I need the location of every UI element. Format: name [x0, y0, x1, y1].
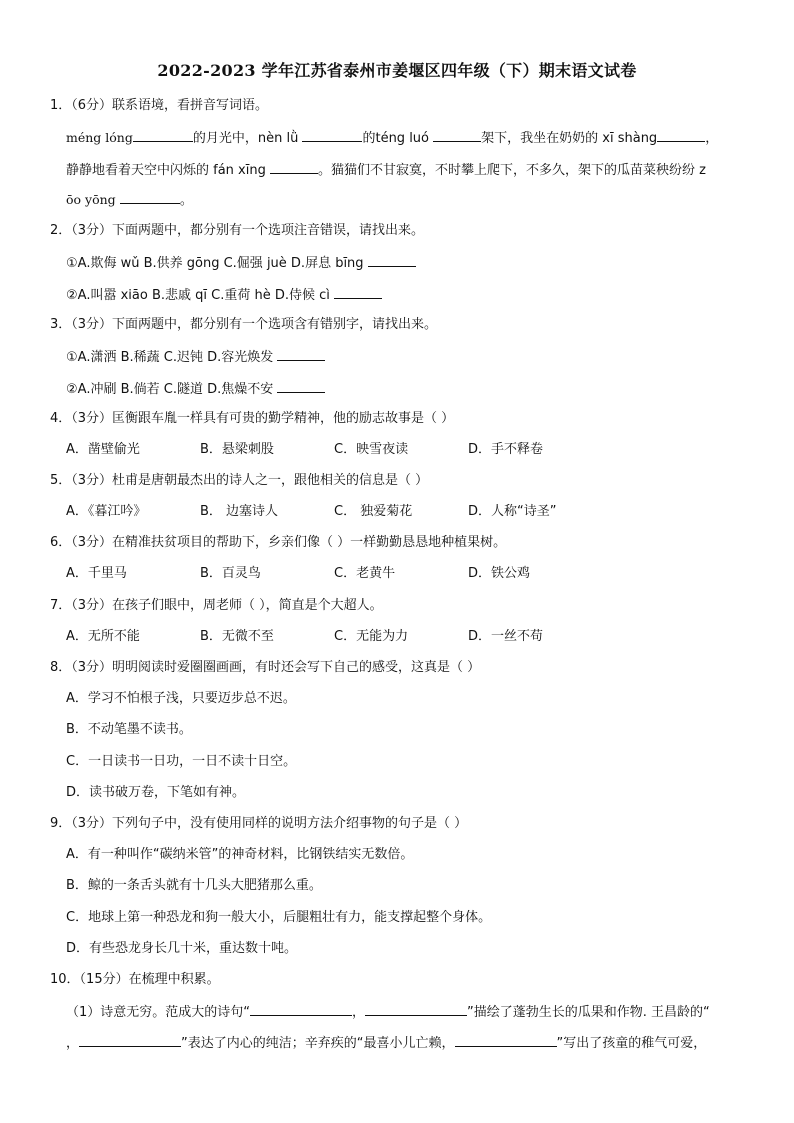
- q4-options: [66, 441, 602, 459]
- q1-line3: ōo yōng 。: [66, 192, 193, 208]
- option-b[interactable]: B．悬梁刺股: [200, 442, 274, 457]
- answer-blank[interactable]: [277, 347, 325, 361]
- answer-blank[interactable]: [277, 379, 325, 393]
- q10-line2: ， ”表达了内心的纯洁；辛弃疾的“最喜小儿亡赖， ”写出了孩童的稚气可爱，: [66, 1033, 706, 1053]
- q2-row2: ②A.叫嚣 xiāo B.悲戚 qī C.重荷 hè D.侍候 cì: [66, 285, 382, 305]
- option-d[interactable]: D．铁公鸡: [468, 566, 531, 581]
- option-c[interactable]: C． 独爱菊花: [334, 504, 413, 519]
- q8-head: 8．（3分）明明阅读时爱圈圈画画，有时还会写下自己的感受，这真是（ ）: [50, 660, 481, 675]
- q5-head: 5．（3分）杜甫是唐朝最杰出的诗人之一，跟他相关的信息是（ ）: [50, 473, 429, 488]
- option-a[interactable]: A．无所不能: [66, 629, 140, 644]
- answer-blank[interactable]: [433, 128, 481, 142]
- option-a[interactable]: A．千里马: [66, 566, 127, 581]
- option-c[interactable]: C．地球上第一种恐龙和狗一般大小，后腿粗壮有力，能支撑起整个身体。: [66, 910, 492, 925]
- option-a[interactable]: A．凿壁偷光: [66, 442, 140, 457]
- option-b[interactable]: B．鲸的一条舌头就有十几头大肥猪那么重。: [66, 878, 322, 893]
- q1-head: 1．（6分）联系语境，看拼音写词语。: [50, 98, 269, 113]
- option-a[interactable]: A．有一种叫作“碳纳米管”的神奇材料，比钢铁结实无数倍。: [66, 847, 414, 862]
- q3-row2: ②A.冲刷 B.倘若 C.隧道 D.焦燥不安: [66, 379, 325, 399]
- answer-blank[interactable]: [270, 160, 318, 174]
- q2-head: 2．（3分）下面两题中，都分别有一个选项注音错误，请找出来。: [50, 223, 425, 238]
- option-d[interactable]: D．手不释卷: [468, 442, 544, 457]
- answer-blank[interactable]: [133, 128, 193, 142]
- option-a[interactable]: A．《暮江吟》: [66, 504, 147, 519]
- option-c[interactable]: C．无能为力: [334, 629, 409, 644]
- answer-blank[interactable]: [302, 128, 362, 142]
- option-d[interactable]: D．人称“诗圣”: [468, 504, 557, 519]
- option-b[interactable]: B． 边塞诗人: [200, 504, 279, 519]
- q3-row1: ①A.潇洒 B.稀蔬 C.迟钝 D.容光焕发: [66, 347, 325, 367]
- answer-blank[interactable]: [455, 1033, 557, 1047]
- answer-blank[interactable]: [365, 1002, 467, 1016]
- option-b[interactable]: B．百灵鸟: [200, 566, 261, 581]
- answer-blank[interactable]: [334, 285, 382, 299]
- q4-head: 4．（3分）匡衡跟车胤一样具有可贵的勤学精神，他的励志故事是（ ）: [50, 411, 455, 426]
- answer-blank[interactable]: [368, 253, 416, 267]
- option-b[interactable]: B．无微不至: [200, 629, 274, 644]
- option-b[interactable]: B．不动笔墨不读书。: [66, 722, 192, 737]
- q3-head: 3．（3分）下面两题中，都分别有一个选项含有错别字，请找出来。: [50, 317, 438, 332]
- answer-blank[interactable]: [79, 1033, 181, 1047]
- option-c[interactable]: C．老黄牛: [334, 566, 396, 581]
- q5-options: [66, 503, 602, 521]
- q1-line2: 静静地看着天空中闪烁的 fán xīng 。猫猫们不甘寂寞，不时攀上爬下，不多久，架下的瓜苗菜秧纷纷 z: [66, 160, 706, 180]
- option-d[interactable]: D．有些恐龙身长几十米，重达数十吨。: [66, 941, 298, 956]
- q7-options: [66, 628, 602, 646]
- answer-blank[interactable]: [120, 190, 180, 204]
- q6-options: [66, 565, 602, 583]
- option-d[interactable]: D．一丝不苟: [468, 629, 544, 644]
- q10-line1: （1）诗意无穷。范成大的诗句“ ， ”描绘了蓬勃生长的瓜果和作物. 王昌龄的“: [66, 1002, 710, 1022]
- option-a[interactable]: A．学习不怕根子浅，只要迈步总不迟。: [66, 691, 296, 706]
- q1-line1: méng lóng 的月光中，nèn lǜ 的téng luó 架下，我坐在奶奶的 xī shàng ，: [66, 130, 719, 146]
- q7-head: 7．（3分）在孩子们眼中，周老师（ ），简直是个大超人。: [50, 598, 383, 613]
- q10-head: 10．（15分）在梳理中积累。: [50, 972, 220, 987]
- answer-blank[interactable]: [657, 128, 705, 142]
- q9-head: 9．（3分）下列句子中，没有使用同样的说明方法介绍事物的句子是（ ）: [50, 816, 468, 831]
- option-c[interactable]: C．映雪夜读: [334, 442, 409, 457]
- option-c[interactable]: C．一日读书一日功，一日不读十日空。: [66, 754, 297, 769]
- answer-blank[interactable]: [250, 1002, 352, 1016]
- option-d[interactable]: D．读书破万卷，下笔如有神。: [66, 785, 246, 800]
- page-title: 2022-2023 学年江苏省泰州市姜堰区四年级（下）期末语文试卷: [157, 61, 637, 80]
- q6-head: 6．（3分）在精准扶贫项目的帮助下，乡亲们像（ ）一样勤勤恳恳地种植果树。: [50, 535, 507, 550]
- q2-row1: ①A.欺侮 wǔ B.供养 gōng C.倔强 juè D.屏息 bīng: [66, 253, 416, 273]
